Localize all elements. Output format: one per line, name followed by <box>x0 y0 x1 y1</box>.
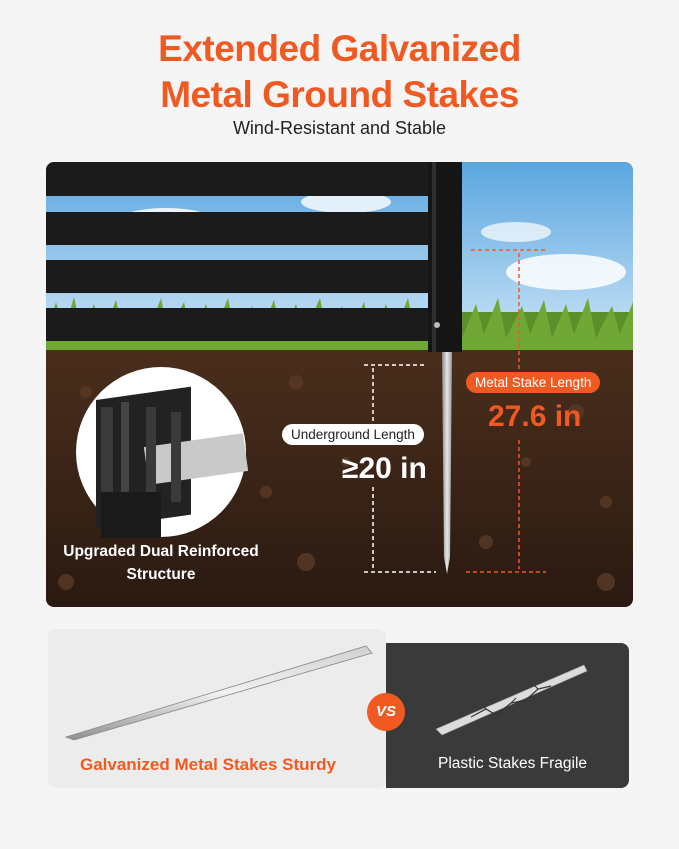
plastic-stake-label: Plastic Stakes Fragile <box>437 755 588 772</box>
metal-stake-label: Galvanized Metal Stakes Sturdy <box>79 755 337 774</box>
page-title <box>0 26 679 118</box>
zoom-caption <box>61 540 261 586</box>
page-subtitle: Wind-Resistant and Stable <box>232 118 447 138</box>
stake-length-value: 27.6 in <box>488 400 582 433</box>
zoom-caption-line-1: Upgraded Dual Reinforced <box>63 543 259 560</box>
stake-length-label: Metal Stake Length <box>466 372 600 393</box>
hero-image <box>46 162 633 607</box>
zoom-caption-line-2: Structure <box>126 566 196 583</box>
underground-length-value: ≥20 in <box>342 452 427 485</box>
vs-badge: VS <box>367 693 405 731</box>
underground-length-label: Underground Length <box>282 424 424 445</box>
title-line-2: Metal Ground Stakes <box>160 74 519 115</box>
title-line-1: Extended Galvanized <box>158 28 521 69</box>
